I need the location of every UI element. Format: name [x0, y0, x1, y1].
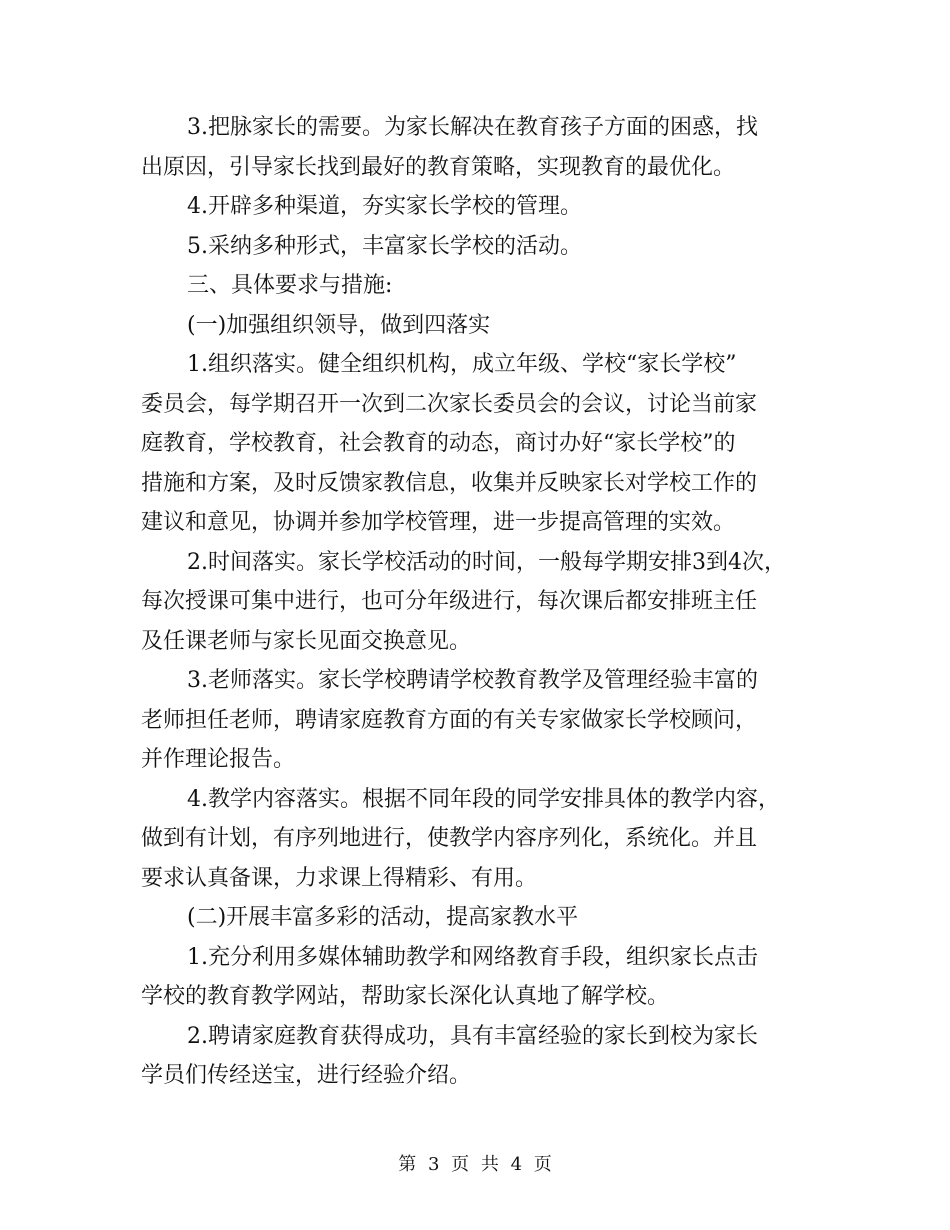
paragraph-line: (一)加强组织领导，做到四落实: [187, 312, 491, 338]
paragraph-content-implementation: [141, 780, 831, 899]
paragraph-line: 3.把脉家长的需要。为家长解决在教育孩子方面的困惑，找: [187, 115, 758, 140]
page-number-footer: 第 3 页 共 4 页: [398, 1154, 552, 1175]
paragraph-line: 委员会，每学期召开一次到二次家长委员会的会议，讨论当前家: [141, 391, 758, 417]
paragraph-line: 学校的教育教学网站，帮助家长深化认真地了解学校。: [141, 984, 670, 1009]
paragraph-line: 3.老师落实。家长学校聘请学校教育教学及管理经验丰富的: [187, 668, 758, 693]
paragraph-line: 并作理论报告。: [141, 747, 296, 772]
paragraph-line: 每次授课可集中进行，也可分年级进行，每次课后都安排班主任: [141, 589, 758, 614]
paragraph-item-4: [141, 187, 831, 227]
paragraph-line: 三、具体要求与措施:: [187, 273, 393, 298]
document-body: [141, 108, 831, 1096]
paragraph-teacher-implementation: [141, 661, 831, 780]
paragraph-line: 2.时间落实。家长学校活动的时间，一般每学期安排3到4次，: [187, 549, 786, 575]
paragraph-organization-implementation: [141, 345, 831, 543]
paragraph-item-3: [141, 108, 831, 187]
subsection-heading-activities: [141, 898, 831, 938]
paragraph-line: 庭教育，学校教育，社会教育的动态，商讨办好“家长学校”的: [141, 431, 736, 456]
paragraph-multimedia: [141, 938, 831, 1017]
paragraph-line: 学员们传经送宝，进行经验介绍。: [141, 1063, 472, 1088]
paragraph-line: 及任课老师与家长见面交换意见。: [141, 628, 472, 654]
subsection-heading-organization: [141, 306, 831, 346]
paragraph-line: 建议和意见，协调并参加学校管理，进一步提高管理的实效。: [141, 510, 736, 535]
paragraph-line: 老师担任老师，聘请家庭教育方面的有关专家做家长学校顾问，: [141, 707, 758, 733]
section-heading-requirements: [141, 266, 831, 306]
paragraph-line: 5.采纳多种形式，丰富家长学校的活动。: [187, 233, 582, 259]
paragraph-line: 1.充分利用多媒体辅助教学和网络教育手段，组织家长点击: [187, 944, 758, 970]
paragraph-line: 措施和方案，及时反馈家教信息，收集并反映家长对学校工作的: [141, 470, 758, 496]
paragraph-item-5: [141, 227, 831, 267]
paragraph-line: 4.开辟多种渠道，夯实家长学校的管理。: [187, 194, 582, 219]
paragraph-line: 2.聘请家庭教育获得成功，具有丰富经验的家长到校为家长: [187, 1023, 758, 1049]
paragraph-line: 做到有计划，有序列地进行，使教学内容序列化，系统化。并且: [141, 826, 758, 851]
paragraph-line: 1.组织落实。健全组织机构，成立年级、学校“家长学校”: [187, 352, 737, 377]
paragraph-line: 4.教学内容落实。根据不同年段的同学安排具体的教学内容，: [187, 786, 780, 812]
paragraph-experienced-parents: [141, 1017, 831, 1096]
paragraph-line: 要求认真备课，力求课上得精彩、有用。: [141, 865, 538, 891]
paragraph-line: 出原因，引导家长找到最好的教育策略，实现教育的最优化。: [141, 154, 736, 180]
paragraph-time-implementation: [141, 543, 831, 662]
paragraph-line: (二)开展丰富多彩的活动，提高家教水平: [187, 905, 579, 930]
